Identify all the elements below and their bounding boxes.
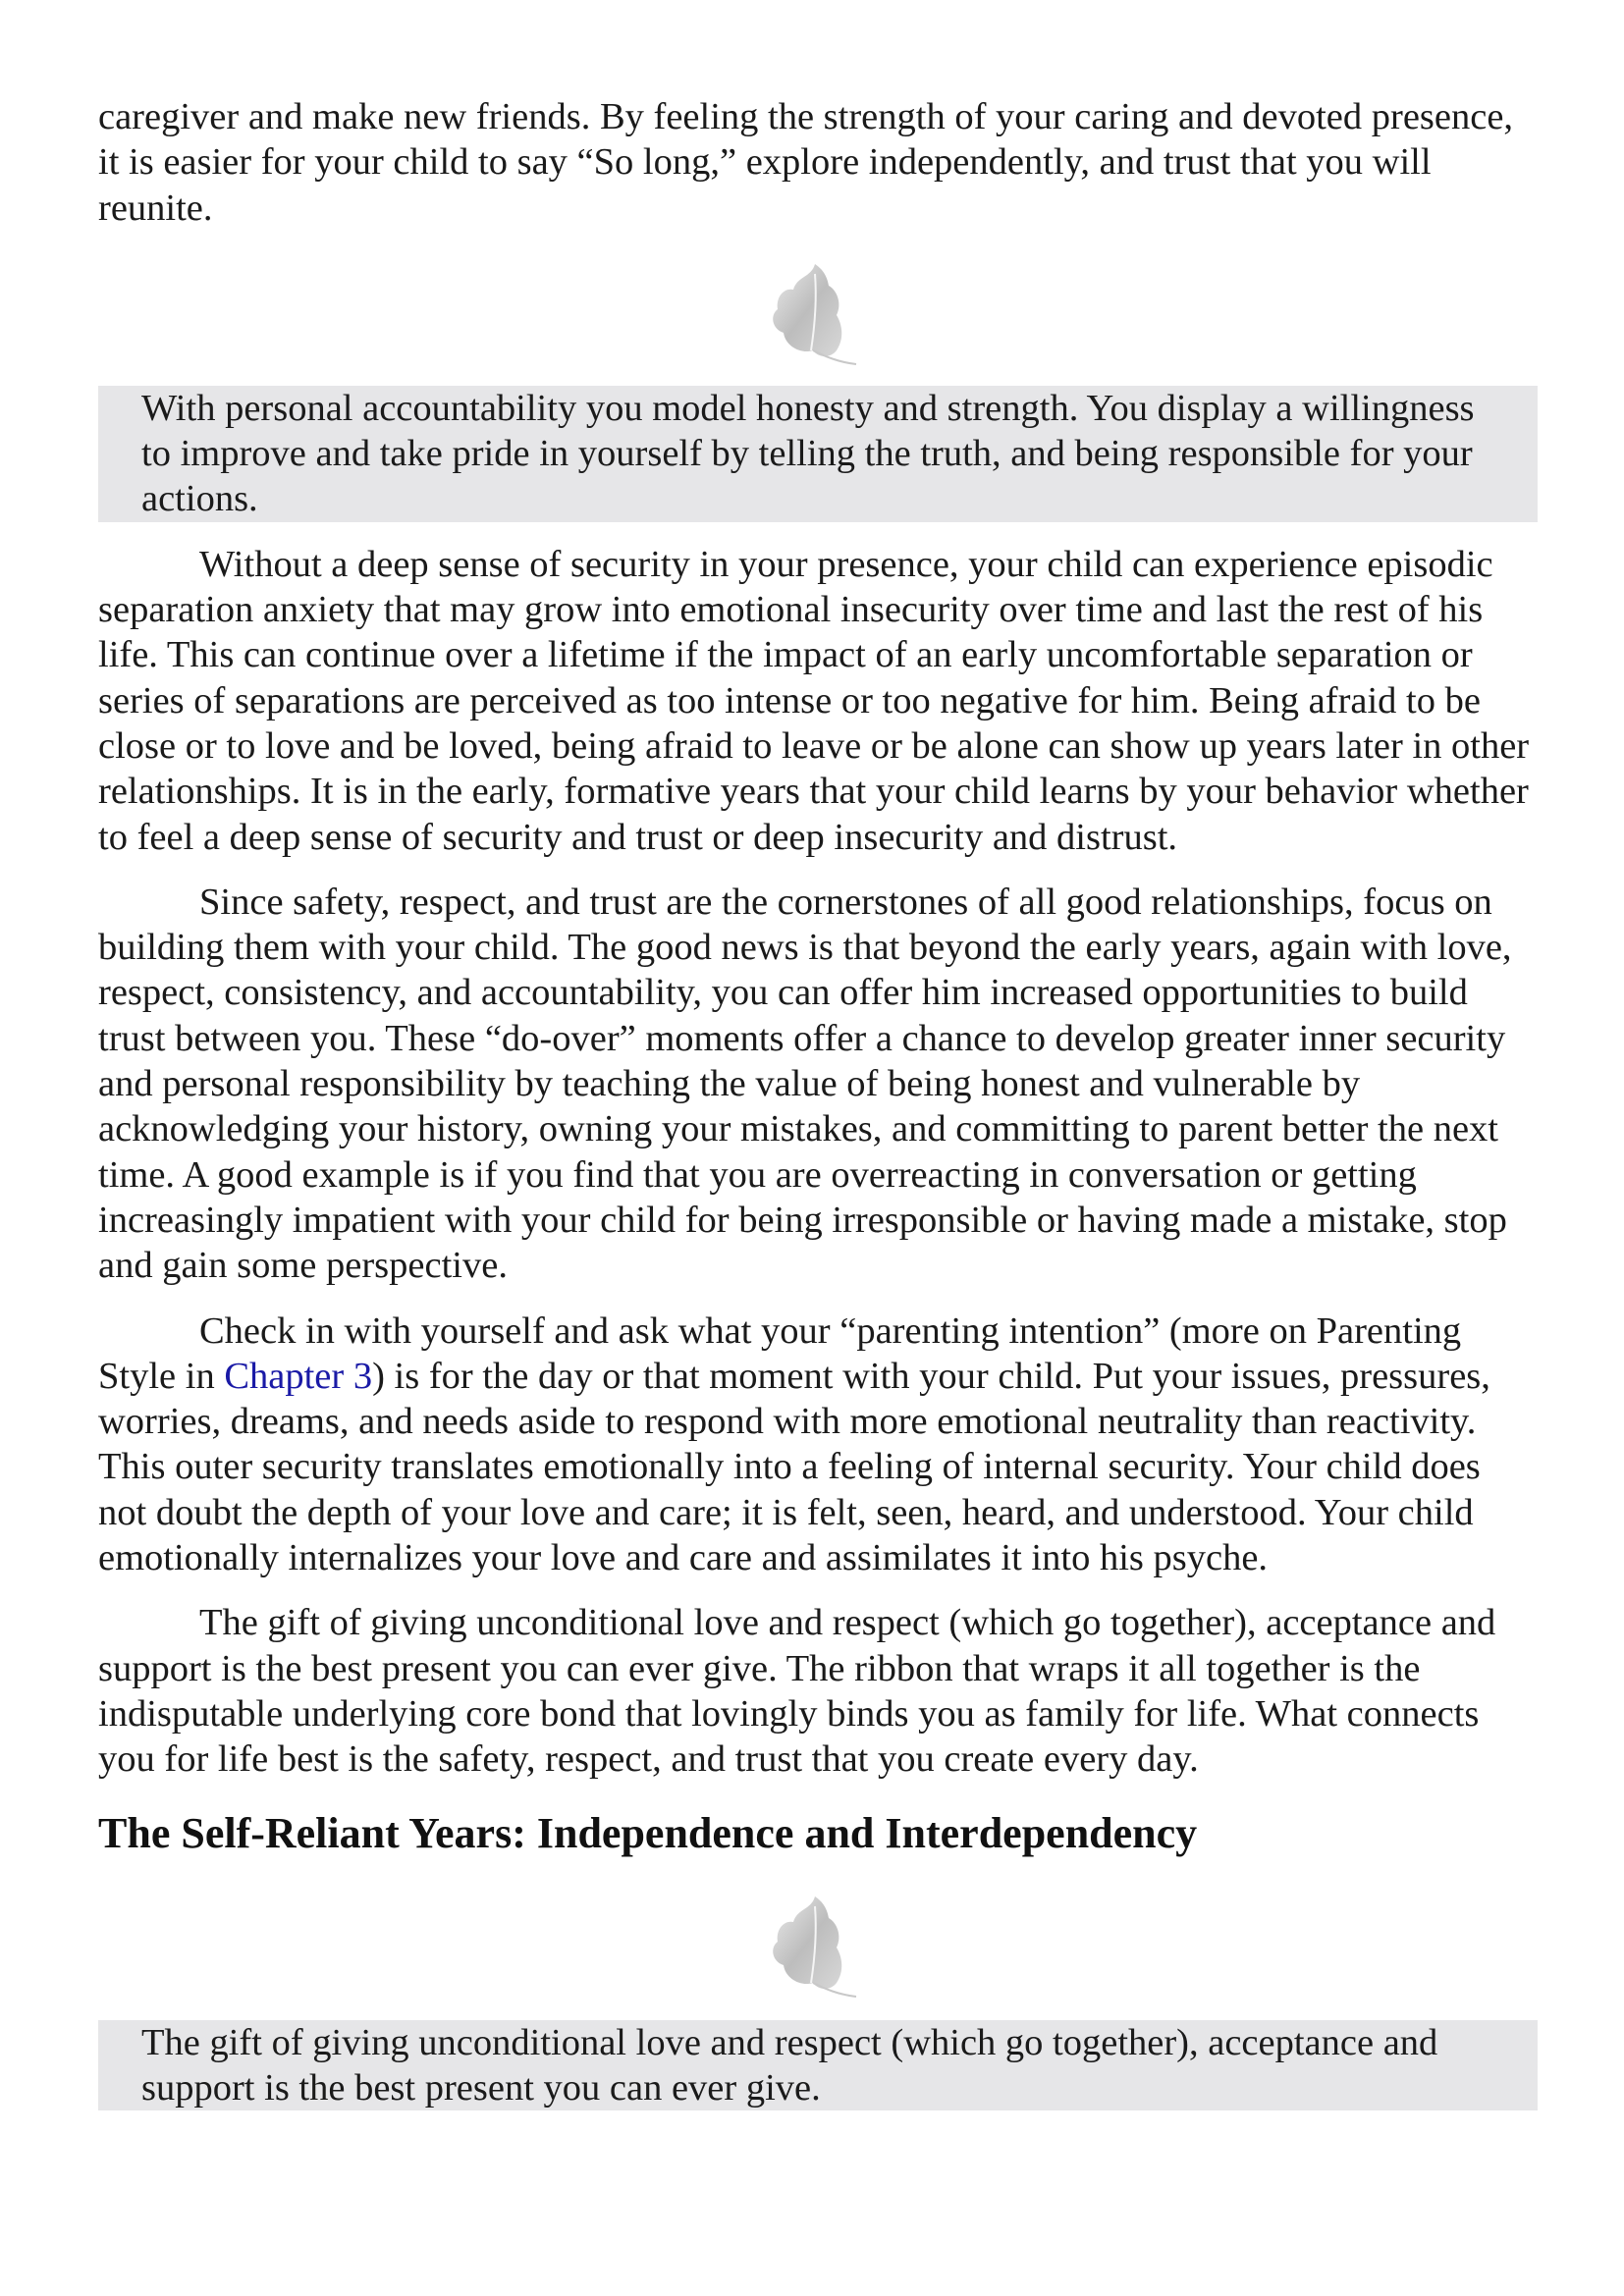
paragraph-text: Check in with yourself and ask what your “parenting intention” (more on Parenting Style in [98,1309,1462,1397]
callout-box [98,2020,1538,2111]
paragraph-text: ) is for the day or that moment with your child. Put your issues, pressures, worries, dreams, and needs aside to respond with more emotional neutrality than reactivity. This outer security translates emotionally into a feeling of internal security. Your child does not doubt the depth of your love and care; it is felt, seen, heard, and understood. Your child emotionally internalizes your love and care and assimilates it into his psyche. [98,1355,1490,1579]
callout-box [98,386,1538,522]
body-paragraph: Since safety, respect, and trust are the cornerstones of all good relationships, focus on building them with your child. The good news is that beyond the early years, again with love, respect, consistency, and accountability, you can offer him increased opportunities to build trust between you. These “do-over” moments offer a chance to develop greater inner security and personal responsibility by teaching the value of being honest and vulnerable by acknowledging your history, owning your mistakes, and committing to parent better the next time. A good example is if you find that you are overreacting in conversation or getting increasingly impatient with your child for being irresponsible or having made a mistake, stop and gain some perspective. [98,881,1512,1287]
document-page [98,94,1538,2110]
body-paragraph: The gift of giving unconditional love and respect (which go together), acceptance and support is the best present you can ever give. The ribbon that wraps it all together is the indisputable underlying core bond that lovingly binds you as family for life. What connects you for life best is the safety, respect, and trust that you create every day. [98,1602,1496,1781]
intro-paragraph: caregiver and make new friends. By feeling the strength of your caring and devoted presence, it is easier for your child to say “So long,” explore independently, and trust that you will reunite. [98,96,1514,229]
chapter-3-link[interactable]: Chapter 3 [224,1355,373,1397]
callout-text: With personal accountability you model honesty and strength. You display a willingness to improve and take pride in yourself by telling the truth, and being responsible for your actions. [141,387,1475,520]
leaf-ornament-icon [754,1893,882,1999]
body-paragraph: Without a deep sense of security in your presence, your child can experience episodic separation anxiety that may grow into emotional insecurity over time and last the rest of his life. This can continue over a lifetime if the impact of an early uncomfortable separation or series of separations are perceived as too intense or too negative for him. Being afraid to be close or to love and be loved, being afraid to leave or be alone can show up years later in other relationships. It is in the early, formative years that your child learns by your behavior whether to feel a deep sense of security and trust or deep insecurity and distrust. [98,543,1530,858]
body-paragraph [98,1308,1538,1581]
leaf-ornament-icon [754,260,882,366]
callout-text: The gift of giving unconditional love and respect (which go together), acceptance and support is the best present you can ever give. [141,2021,1438,2109]
section-heading: The Self-Reliant Years: Independence and Interdependency [98,1808,1198,1857]
